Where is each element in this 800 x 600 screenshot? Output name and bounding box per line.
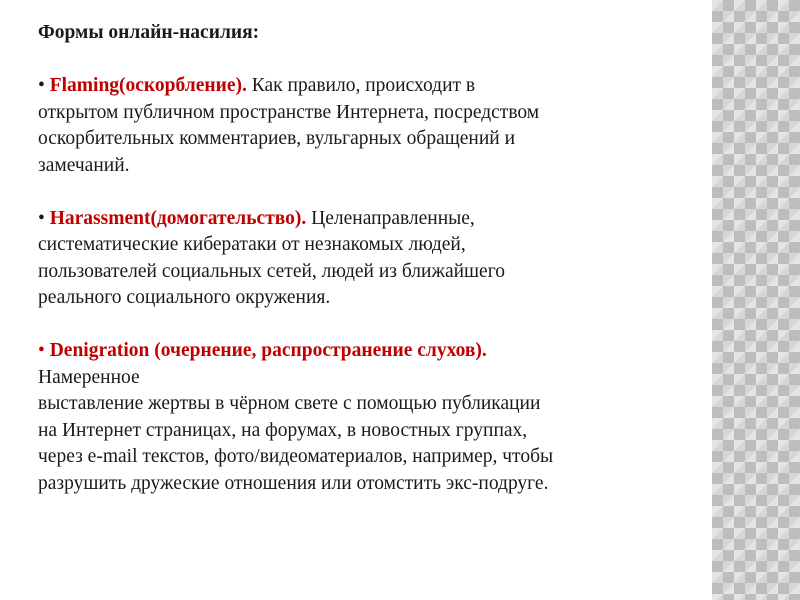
list-item-first-line [38,73,698,100]
item-text-line: реального социального окружения. [38,287,331,308]
item-text-line: оскорбительных комментариев, вульгарных обращений и [38,128,516,149]
item-text-line: разрушить дружеские отношения или отомстить экс-подруге. [38,472,549,494]
slide-heading: Формы онлайн-насилия: [38,22,260,43]
decorative-pattern-strip [712,0,800,600]
spacer [38,312,698,339]
term-label: Flaming(оскорбление). [49,75,247,96]
item-text-line: на Интернет страницах, на форумах, в новостных группах, [38,419,528,441]
bullet-icon: • [38,340,45,361]
item-text-line: выставление жертвы в чёрном свете с помощью публикации [38,393,541,414]
list-item-harassment [38,206,698,312]
term-label: Denigration (очернение, распространение слухов). [49,340,487,361]
list-item-flaming [38,73,698,179]
item-text-line: открытом публичном пространстве Интернета, посредством [38,101,540,123]
item-text-line: замечаний. [38,154,130,176]
item-text-line: Намеренное [38,366,140,388]
bullet-icon: • [38,75,45,96]
slide-body [38,20,698,497]
item-text-line: через e-mail текстов, фото/видеоматериалов, например, чтобы [38,446,554,467]
spacer [38,179,698,206]
term-label: Harassment(домогательство). [49,207,307,229]
item-text-line: пользователей социальных сетей, людей из ближайшего [38,260,505,282]
item-text-line: систематические кибератаки от незнакомых людей, [38,234,466,255]
list-item-first-line [38,206,698,233]
list-item-denigration [38,338,698,497]
item-text: Как правило, происходит в [246,75,476,96]
item-text: Целенаправленные, [306,207,475,229]
list-item-first-line [38,338,698,365]
bullet-icon: • [38,207,45,229]
spacer [38,47,698,74]
